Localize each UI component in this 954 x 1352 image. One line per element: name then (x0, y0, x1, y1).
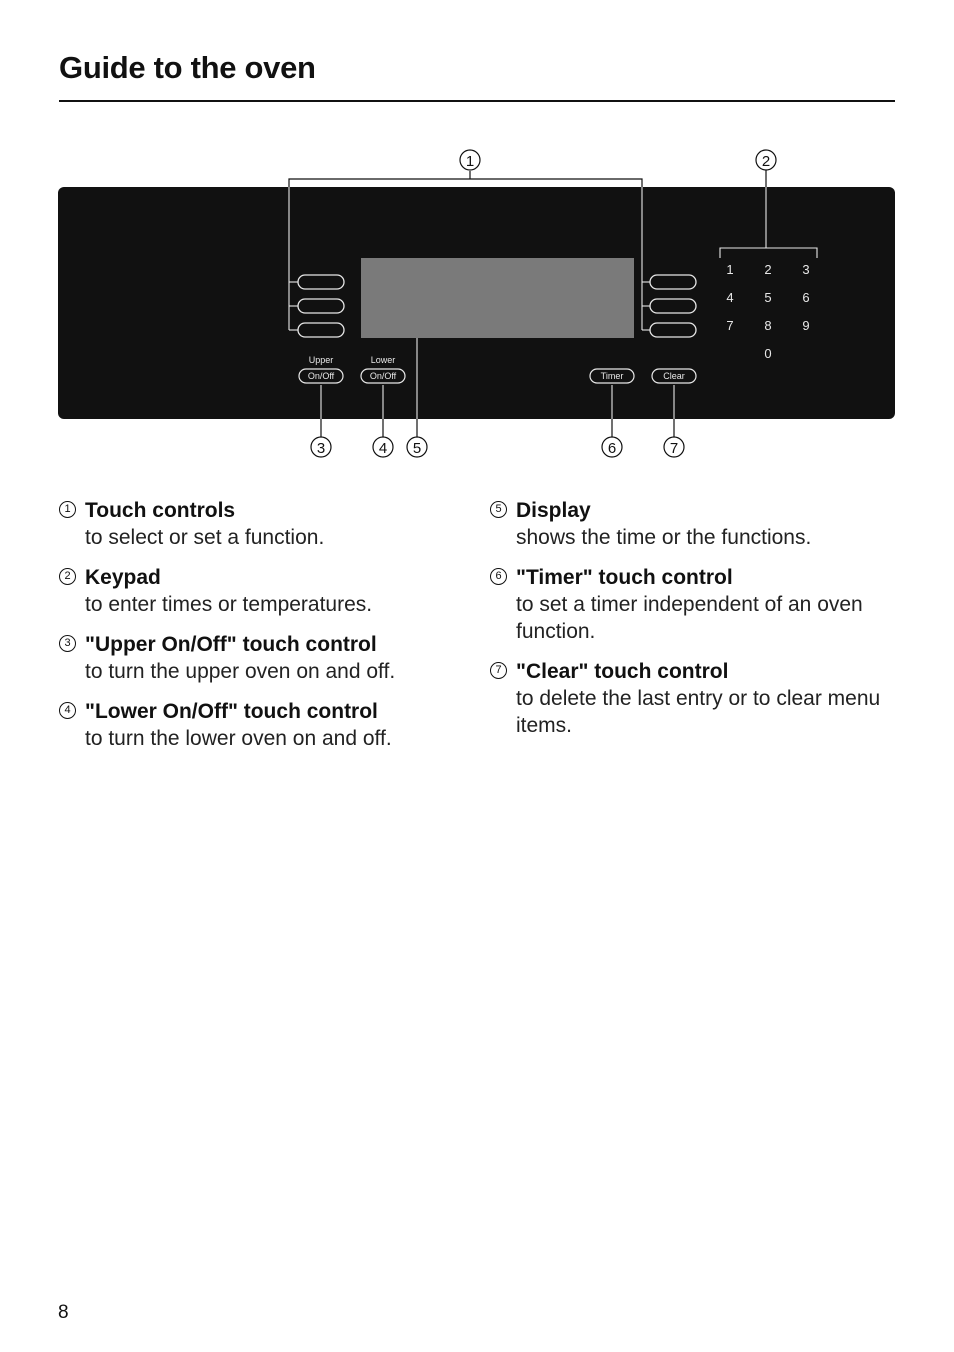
legend-title: Keypad (85, 566, 161, 589)
callout-7 (664, 437, 684, 457)
legend-number-7: 7 (490, 662, 507, 679)
legend-title: "Upper On/Off" touch control (85, 633, 377, 656)
legend-item-7 (490, 659, 900, 739)
callout-3 (311, 437, 331, 457)
upper-label: Upper (308, 355, 334, 365)
display-screen (361, 258, 634, 338)
legend-number-6: 6 (490, 568, 507, 585)
legend-number-5: 5 (490, 501, 507, 518)
keypad-key-3[interactable]: 3 (802, 262, 810, 277)
legend-description: to set a timer independent of an oven function. (516, 593, 863, 643)
callout-5 (407, 437, 427, 457)
legend-description: to select or set a function. (85, 526, 325, 549)
legend-description: to enter times or temperatures. (85, 593, 373, 616)
svg-text:1: 1 (465, 153, 475, 170)
legend-number-3: 3 (59, 635, 76, 652)
touch-control-left-3[interactable] (298, 323, 344, 337)
svg-text:5: 5 (412, 440, 422, 457)
legend-item-5 (490, 498, 900, 551)
lower-on-off-label: On/Off (369, 371, 397, 381)
keypad-key-7[interactable]: 7 (726, 318, 734, 333)
page-title: Guide to the oven (59, 50, 316, 85)
keypad-key-4[interactable]: 4 (726, 290, 734, 305)
legend-title: Display (516, 499, 591, 522)
callout-1 (460, 150, 480, 170)
legend-title: "Timer" touch control (516, 566, 733, 589)
touch-control-left-2[interactable] (298, 299, 344, 313)
oven-panel-diagram (0, 0, 954, 480)
lower-label: Lower (370, 355, 396, 365)
legend-item-4 (59, 699, 439, 752)
legend-number-4: 4 (59, 702, 76, 719)
svg-text:2: 2 (761, 153, 771, 170)
legend-description: shows the time or the functions. (516, 526, 812, 549)
svg-text:3: 3 (316, 440, 326, 457)
keypad-key-6[interactable]: 6 (802, 290, 810, 305)
legend-number-2: 2 (59, 568, 76, 585)
keypad-key-9[interactable]: 9 (802, 318, 810, 333)
keypad-key-8[interactable]: 8 (764, 318, 772, 333)
legend-title: Touch controls (85, 499, 236, 522)
svg-text:6: 6 (607, 440, 617, 457)
timer-label: Timer (600, 371, 624, 381)
legend-description: to delete the last entry or to clear menu items. (516, 687, 881, 737)
legend-title: "Clear" touch control (516, 660, 729, 683)
touch-control-right-2[interactable] (650, 299, 696, 313)
legend-description: to turn the upper oven on and off. (85, 660, 396, 683)
touch-control-right-1[interactable] (650, 275, 696, 289)
clear-label: Clear (663, 371, 685, 381)
legend-title: "Lower On/Off" touch control (85, 700, 378, 723)
callout-4 (373, 437, 393, 457)
keypad-key-5[interactable]: 5 (764, 290, 772, 305)
page-number: 8 (58, 1302, 69, 1323)
keypad-key-1[interactable]: 1 (726, 262, 734, 277)
legend-description: to turn the lower oven on and off. (85, 727, 392, 750)
svg-text:4: 4 (378, 440, 388, 457)
upper-on-off-label: On/Off (307, 371, 335, 381)
legend-item-2 (59, 565, 439, 618)
legend-item-3 (59, 632, 439, 685)
callout-2 (756, 150, 776, 170)
touch-control-right-3[interactable] (650, 323, 696, 337)
legend-item-1 (59, 498, 439, 551)
legend-item-6 (490, 565, 900, 645)
keypad-key-2[interactable]: 2 (764, 262, 772, 277)
touch-control-left-1[interactable] (298, 275, 344, 289)
legend-column-left (59, 498, 439, 766)
legend-column-right (490, 498, 900, 753)
callout-6 (602, 437, 622, 457)
keypad-key-0[interactable]: 0 (764, 346, 772, 361)
legend-number-1: 1 (59, 501, 76, 518)
svg-text:7: 7 (669, 440, 679, 457)
